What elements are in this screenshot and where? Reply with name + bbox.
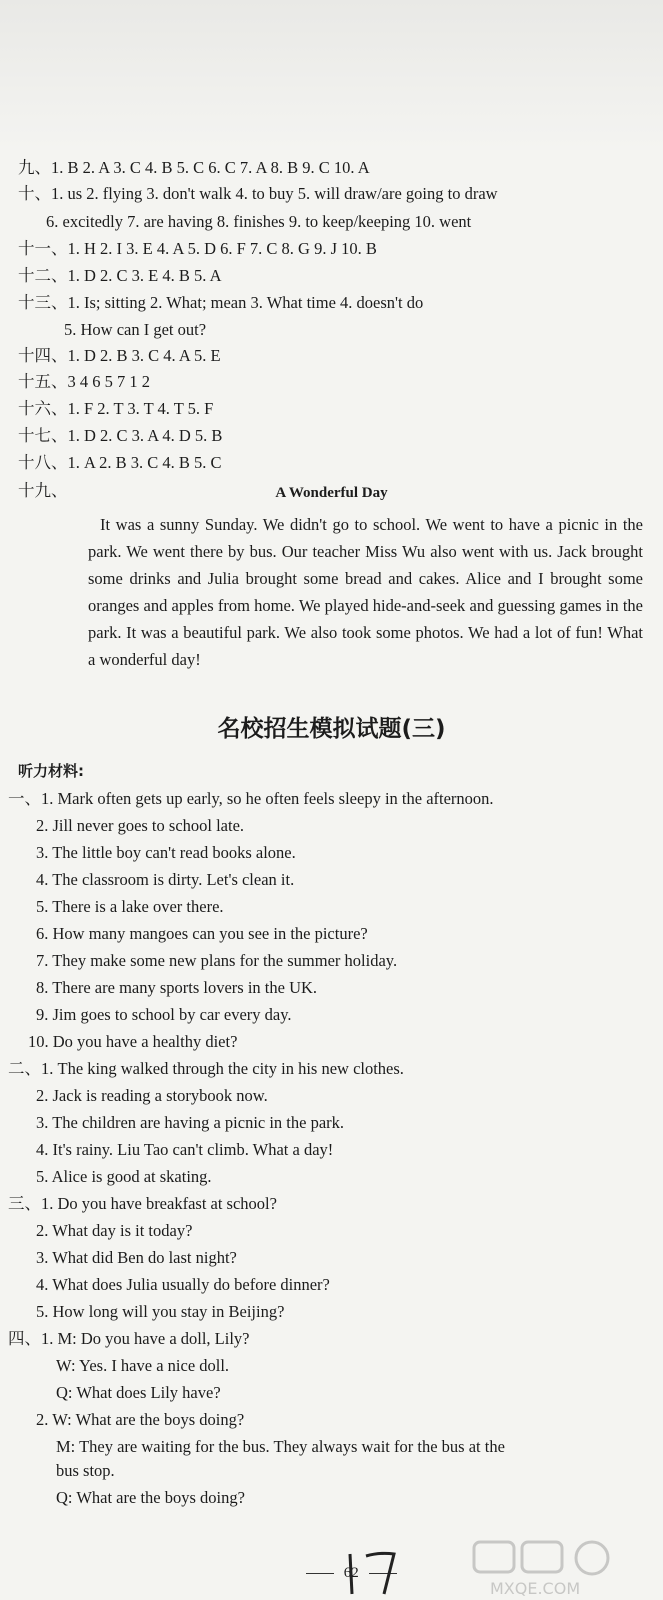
text-line: 9. Jim goes to school by car every day. — [36, 1005, 292, 1024]
text-line: 8. There are many sports lovers in the UK. — [36, 978, 318, 997]
listening-material-label: 听力材料: — [18, 762, 84, 780]
scan-shading — [0, 0, 663, 150]
text-line: 10. Do you have a healthy diet? — [28, 1032, 238, 1051]
text-line: 十一、1. H 2. I 3. E 4. A 5. D 6. F 7. C 8. G 9. J 10. B — [18, 239, 377, 258]
text-line: 3. The little boy can't read books alone. — [36, 843, 296, 862]
page-number: 62 — [343, 1565, 359, 1581]
text-line: 3. The children are having a picnic in the park. — [36, 1113, 345, 1132]
text-line: Q: What are the boys doing? — [56, 1488, 245, 1507]
text-line: 3. What did Ben do last night? — [36, 1248, 237, 1267]
text-line: 二、1. The king walked through the city in his new clothes. — [8, 1059, 404, 1078]
text-line: 7. They make some new plans for the summer holiday. — [36, 951, 398, 970]
text-line: 6. excitedly 7. are having 8. finishes 9. to keep/keeping 10. went — [46, 212, 472, 231]
text-line: 十五、3 4 6 5 7 1 2 — [18, 372, 150, 391]
text-line: 4. What does Julia usually do before dinner? — [36, 1275, 330, 1294]
svg-text:MXQE.COM: MXQE.COM — [490, 1579, 581, 1598]
text-line: 4. It's rainy. Liu Tao can't climb. What a day! — [36, 1140, 334, 1159]
footer-dash-left — [306, 1573, 334, 1574]
text-line: 2. Jill never goes to school late. — [36, 816, 245, 835]
text-line: 2. Jack is reading a storybook now. — [36, 1086, 268, 1105]
text-line: 6. How many mangoes can you see in the picture? — [36, 924, 368, 943]
text-line: 四、1. M: Do you have a doll, Lily? — [8, 1329, 250, 1348]
text-line: 4. The classroom is dirty. Let's clean it. — [36, 870, 295, 889]
text-line: 十、1. us 2. flying 3. don't walk 4. to buy 5. will draw/are going to draw — [18, 184, 498, 203]
watermark-logo — [470, 1540, 660, 1598]
text-line: 2. What day is it today? — [36, 1221, 193, 1240]
handwritten-number-mark — [340, 1548, 410, 1598]
section-heading: 名校招生模拟试题(三) — [217, 716, 446, 742]
text-line: 一、1. Mark often gets up early, so he often feels sleepy in the afternoon. — [8, 789, 494, 808]
text-line: 2. W: What are the boys doing? — [36, 1410, 245, 1429]
text-line: 十八、1. A 2. B 3. C 4. B 5. C — [18, 453, 222, 472]
text-line: W: Yes. I have a nice doll. — [56, 1356, 230, 1375]
text-line: M: They are waiting for the bus. They always wait for the bus at the — [56, 1437, 505, 1456]
text-line: 5. There is a lake over there. — [36, 897, 224, 916]
text-line: 5. How can I get out? — [64, 320, 207, 339]
text-line: 5. Alice is good at skating. — [36, 1167, 212, 1186]
text-line: 5. How long will you stay in Beijing? — [36, 1302, 285, 1321]
text-line: 十四、1. D 2. B 3. C 4. A 5. E — [18, 346, 221, 365]
text-line: 十六、1. F 2. T 3. T 4. T 5. F — [18, 399, 214, 418]
text-line: bus stop. — [56, 1461, 115, 1480]
essay-title: A Wonderful Day — [275, 485, 388, 501]
text-line: 十二、1. D 2. C 3. E 4. B 5. A — [18, 266, 222, 285]
text-line: Q: What does Lily have? — [56, 1383, 221, 1402]
text-line: 十三、1. Is; sitting 2. What; mean 3. What time 4. doesn't do — [18, 293, 424, 312]
text-line: 十九、 — [18, 481, 68, 500]
text-line: 九、1. B 2. A 3. C 4. B 5. C 6. C 7. A 8. B 9. C 10. A — [18, 158, 370, 177]
essay-paragraph: It was a sunny Sunday. We didn't go to school. We went to have a picnic in the park. We went there by bus. Our teacher Miss Wu also went with us. Jack brought some drinks and Julia brought some bread and cakes. Alice and I brought some oranges and apples from home. We played hide-and-seek and guessing games in the park. It was a beautiful park. We also took some photos. We had a lot of fun! What a wonderful day! — [88, 515, 643, 669]
text-line: 三、1. Do you have breakfast at school? — [8, 1194, 277, 1213]
text-line: 十七、1. D 2. C 3. A 4. D 5. B — [18, 426, 223, 445]
